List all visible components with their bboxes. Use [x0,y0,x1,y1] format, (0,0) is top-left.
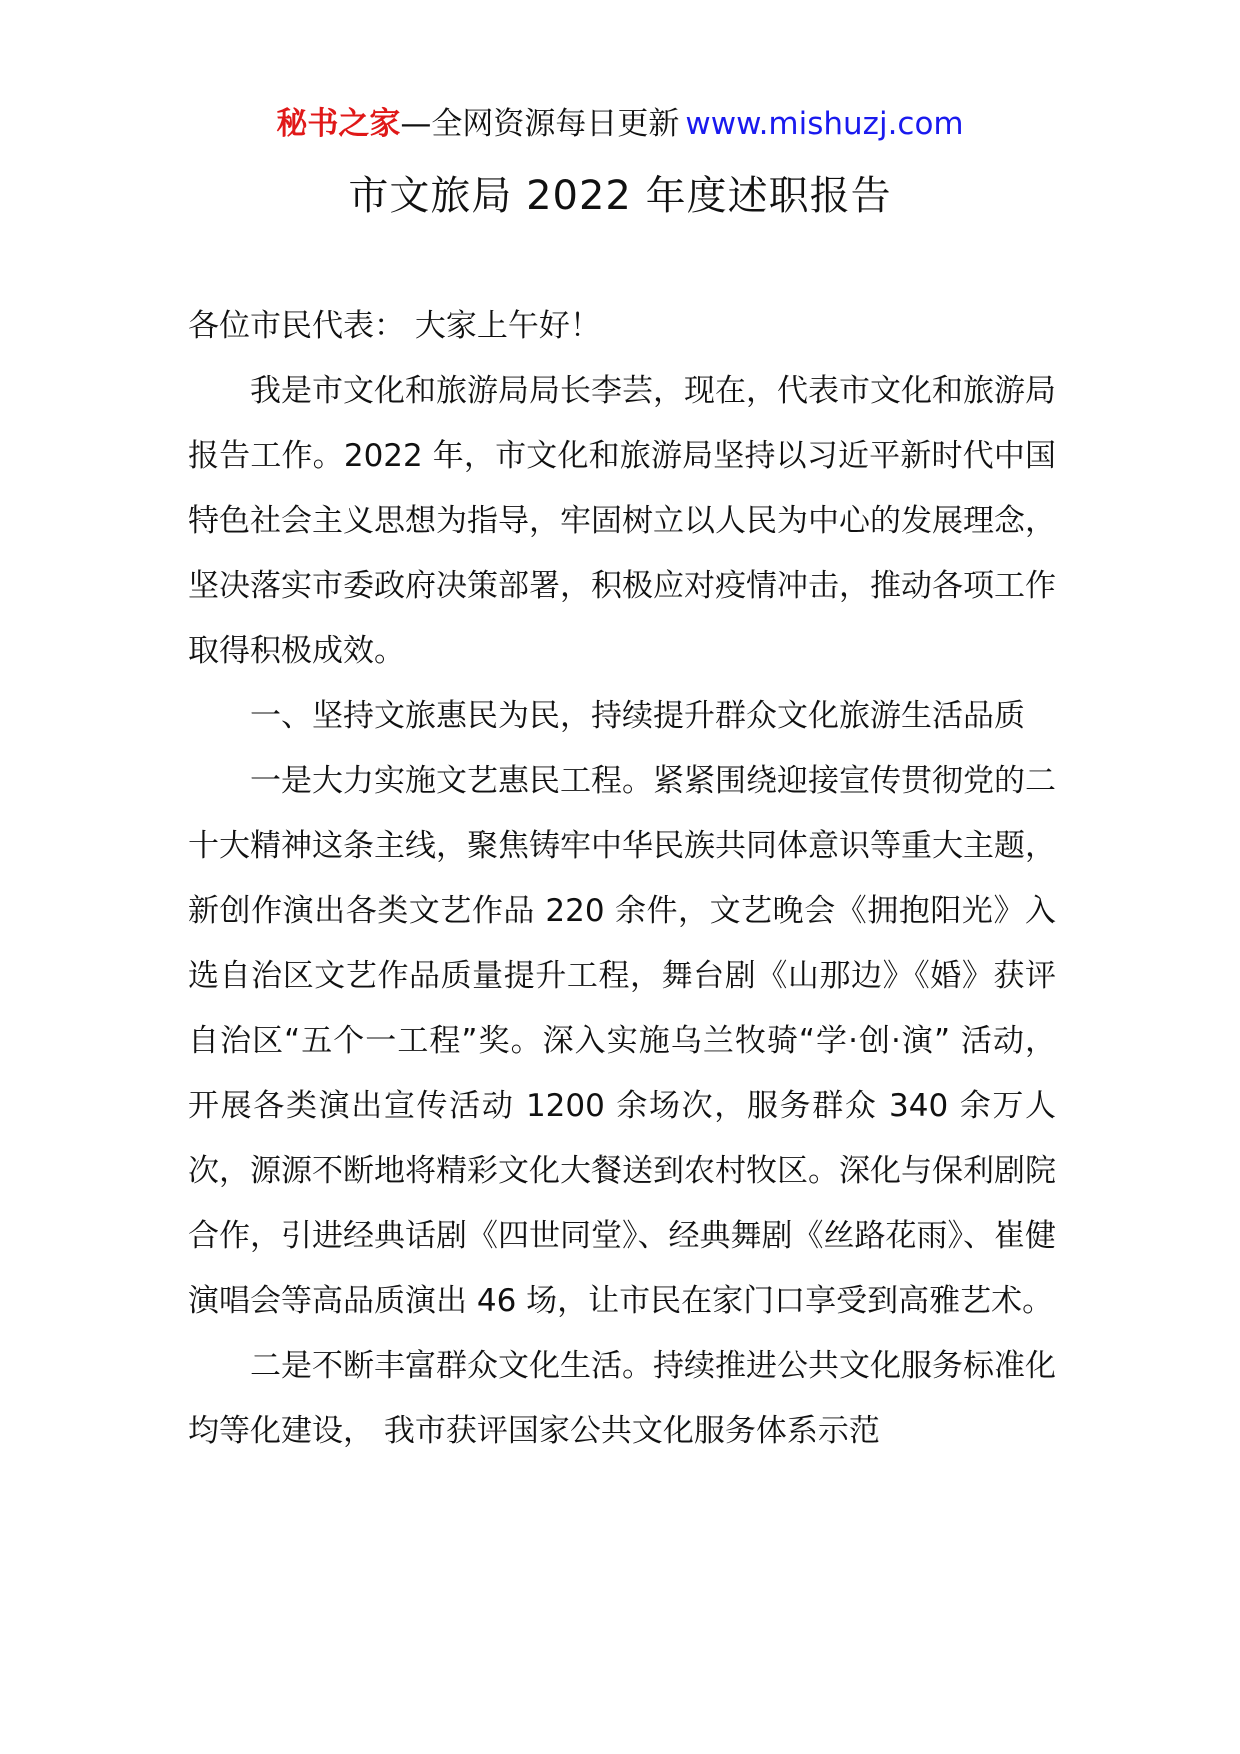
greeting: 各位市民代表： 大家上午好！ [188,308,601,344]
paragraph: 二是不断丰富群众文化生活。持续推进公共文化服务标准化均等化建设， 我市获评国家公共文化服务体系示范 [188,1348,1056,1449]
document-body [188,294,1056,1464]
paragraph: 一是大力实施文艺惠民工程。紧紧围绕迎接宣传贯彻党的二十大精神这条主线，聚焦铸牢中华民族共同体意识等重大主题，新创作演出各类文艺作品 220 余件，文艺晚会《拥抱阳光》入选自治区文艺作品质量提升工程，舞台剧《山那边》《婚》获评自治区“五个一工程”奖。深入实施乌兰牧骑“学·创·演” 活动，开展各类演出宣传活动 1200 余场次，服务群众 340 余万人次，源源不断地将精彩文化大餐送到农村牧区。深化与保利剧院合作，引进经典话剧《四世同堂》、经典舞剧《丝路花雨》、崔健演唱会等高品质演出 46 场，让市民在家门口享受到高雅艺术。 [188,763,1056,1319]
paragraph: 我是市文化和旅游局局长李芸，现在，代表市文化和旅游局报告工作。2022 年，市文化和旅游局坚持以习近平新时代中国特色社会主义思想为指导，牢固树立以人民为中心的发展理念，坚决落实市委政府决策部署，积极应对疫情冲击，推动各项工作取得积极成效。 [188,373,1056,669]
brand-name: 秘书之家 [276,106,401,142]
section-heading: 一、坚持文旅惠民为民，持续提升群众文化旅游生活品质 [250,698,1025,734]
website-link[interactable]: www.mishuzj.com [685,106,964,142]
header-banner [0,102,1240,146]
page-title: 市文旅局 2022 年度述职报告 [348,173,892,219]
header-tagline: —全网资源每日更新 [400,106,680,142]
